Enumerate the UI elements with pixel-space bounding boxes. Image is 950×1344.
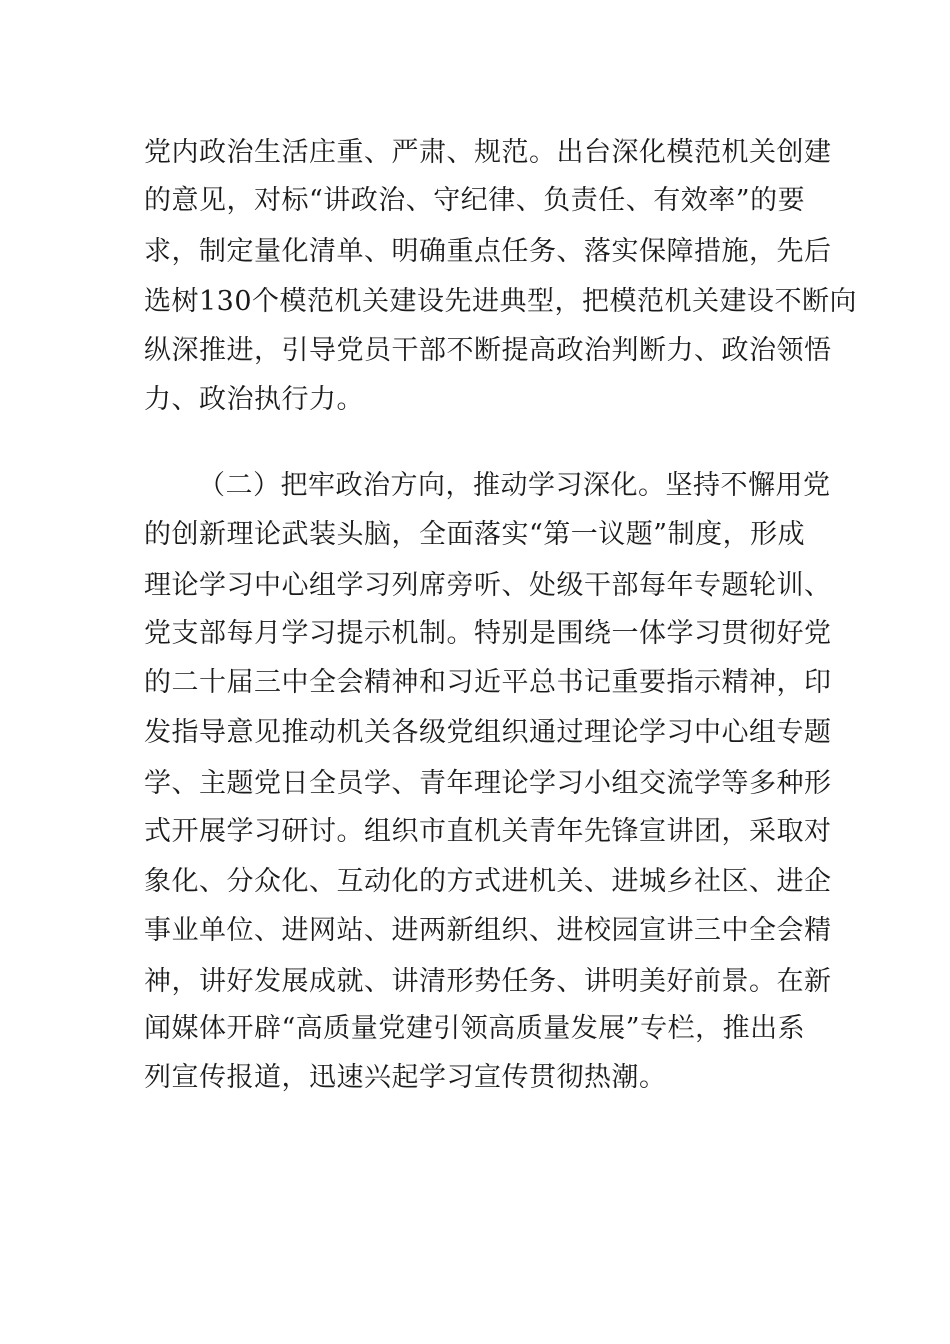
- text-line: 学、主题党日全员学、青年理论学习小组交流学等多种形: [144, 768, 832, 799]
- text-line: 神，讲好发展成就、讲清形势任务、讲明美好前景。在新: [144, 966, 832, 997]
- text-line: 式开展学习研讨。组织市直机关青年先锋宣讲团，采取对: [144, 816, 832, 847]
- text-line: 的意见，对标“讲政治、守纪律、负责任、有效率”的要: [144, 185, 806, 216]
- text-line: 求，制定量化清单、明确重点任务、落实保障措施，先后: [144, 236, 832, 267]
- text-line: 的二十届三中全会精神和习近平总书记重要指示精神，印: [144, 667, 832, 698]
- text-line: （二）把牢政治方向，推动学习深化。坚持不懈用党: [198, 470, 831, 501]
- text-line: 的创新理论武装头脑，全面落实“第一议题”制度，形成: [144, 519, 806, 550]
- text-line: 力、政治执行力。: [144, 384, 364, 415]
- text-line: 列宣传报道，迅速兴起学习宣传贯彻热潮。: [144, 1062, 667, 1093]
- text-line: 党内政治生活庄重、严肃、规范。出台深化模范机关创建: [144, 137, 832, 168]
- text-line: 发指导意见推动机关各级党组织通过理论学习中心组专题: [144, 717, 832, 748]
- text-line: 纵深推进，引导党员干部不断提高政治判断力、政治领悟: [144, 335, 832, 366]
- text-line: 象化、分众化、互动化的方式进机关、进城乡社区、进企: [144, 866, 832, 897]
- text-line: 闻媒体开辟“高质量党建引领高质量发展”专栏，推出系: [144, 1013, 806, 1044]
- text-line: 党支部每月学习提示机制。特别是围绕一体学习贯彻好党: [144, 618, 832, 649]
- text-line: 事业单位、进网站、进两新组织、进校园宣讲三中全会精: [144, 915, 832, 946]
- text-line: 理论学习中心组学习列席旁听、处级干部每年专题轮训、: [144, 570, 832, 601]
- text-line: 选树130个模范机关建设先进典型，把模范机关建设不断向: [144, 286, 858, 317]
